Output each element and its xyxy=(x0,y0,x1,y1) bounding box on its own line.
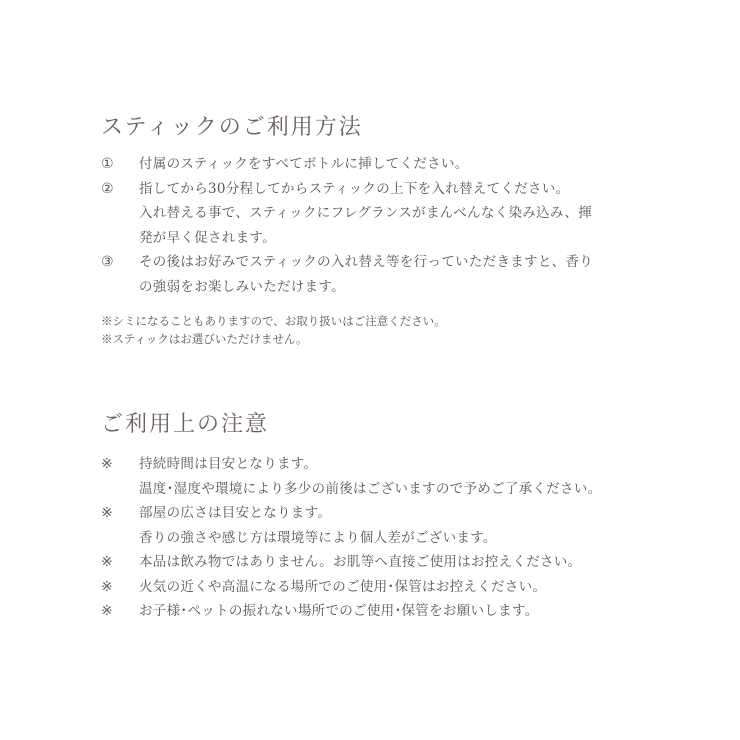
precaution-item-3 xyxy=(101,550,701,575)
step-marker: ② xyxy=(101,180,114,197)
precaution-marker: ※ xyxy=(101,554,113,570)
precaution-text: 火気の近くや高温になる場所でのご使用･保管はお控えください。 xyxy=(139,578,547,595)
precaution-item-2 xyxy=(101,501,701,550)
precaution-text: 温度･湿度や環境により多少の前後はございますので予めご了承ください。 xyxy=(139,480,602,497)
step-text: 発が早く促されます。 xyxy=(139,229,276,246)
precaution-item-1 xyxy=(101,452,701,501)
section-title-stick-usage: スティックのご利用方法 xyxy=(101,115,363,140)
precaution-text: 香りの強さや感じ方は環境等により個人差がございます。 xyxy=(139,529,497,546)
precaution-text: お子様･ペットの振れない場所でのご使用･保管をお願いします。 xyxy=(139,603,539,619)
step-marker: ③ xyxy=(101,254,114,270)
step-text: 入れ替える事で、スティックにフレグランスがまんべんなく染み込み、揮 xyxy=(139,205,593,221)
step-text: その後はお好みでスティックの入れ替え等を行っていただきますと、香り xyxy=(139,254,594,270)
precaution-marker: ※ xyxy=(101,578,113,595)
precaution-text: 部屋の広さは目安となります。 xyxy=(139,505,332,521)
step-text: 付属のスティックをすべてボトルに挿してください。 xyxy=(139,156,469,172)
precaution-marker: ※ xyxy=(101,603,113,619)
note-text: ※シミになることもありますので、お取り扱いはご注意ください。 xyxy=(101,314,446,328)
usage-notes xyxy=(101,312,446,348)
precautions-list xyxy=(101,452,701,624)
section-title-precautions: ご利用上の注意 xyxy=(101,412,270,437)
precaution-item-5 xyxy=(101,599,701,624)
precaution-text: 持続時間は目安となります。 xyxy=(139,456,318,472)
precaution-text: 本品は飲み物ではありません。お肌等へ直接ご使用はお控えください。 xyxy=(139,554,582,570)
step-item-3 xyxy=(101,250,701,299)
stick-usage-steps xyxy=(101,152,701,299)
precaution-marker: ※ xyxy=(101,505,113,521)
precaution-item-4 xyxy=(101,575,701,600)
step-text: 指してから30分程してからスティックの上下を入れ替えてください。 xyxy=(139,180,570,197)
step-marker: ① xyxy=(101,156,114,172)
note-text: ※スティックはお選びいただけません。 xyxy=(101,332,308,346)
step-item-2 xyxy=(101,177,701,251)
step-text: の強弱をお楽しみいただけます。 xyxy=(139,278,345,295)
step-item-1 xyxy=(101,152,701,177)
precaution-marker: ※ xyxy=(101,456,113,472)
